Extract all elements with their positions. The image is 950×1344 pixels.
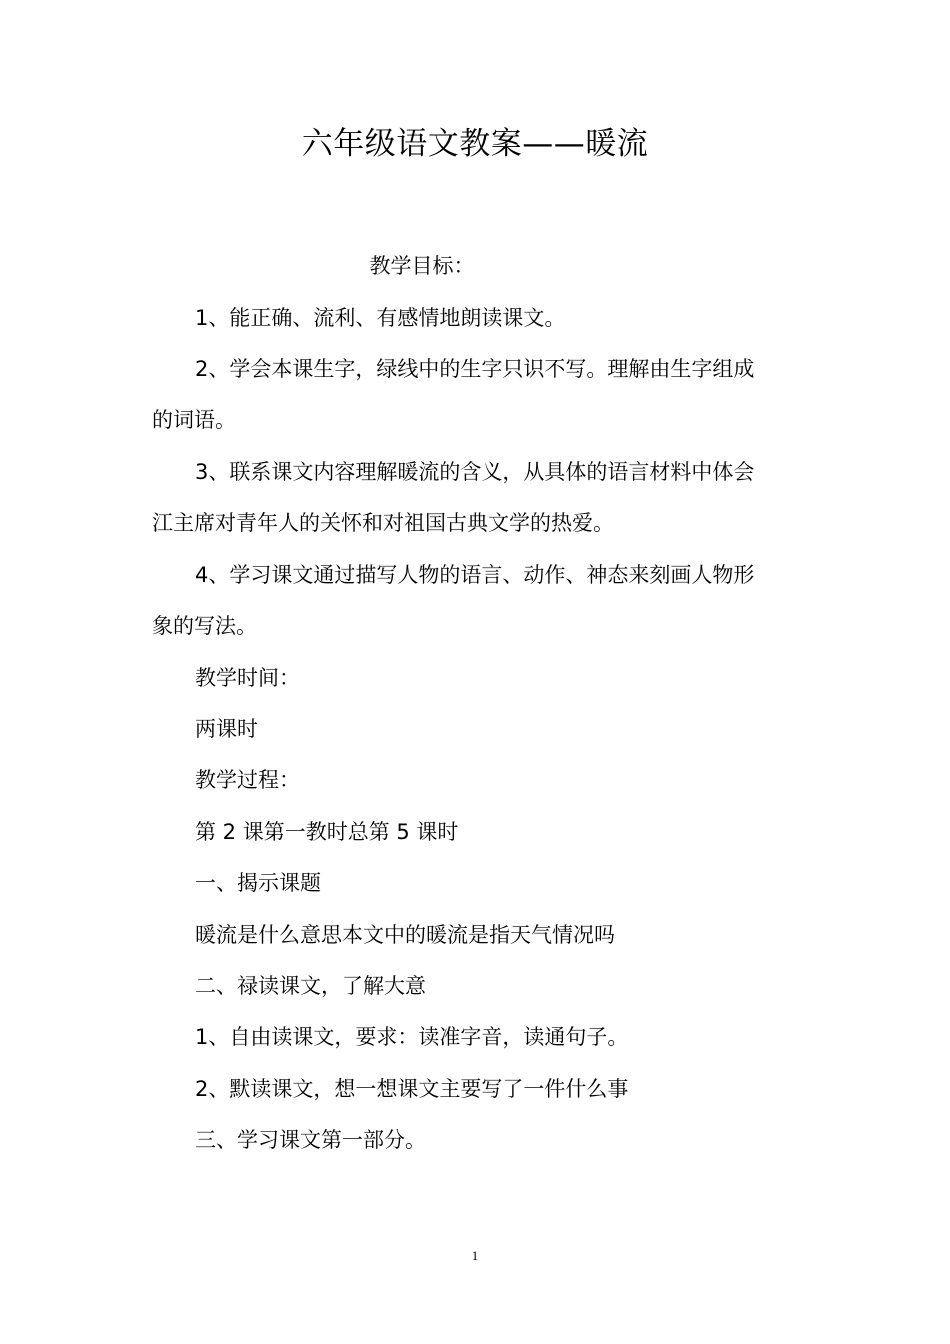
objective-2-line-2: 的词语。	[152, 408, 236, 432]
step-1-heading: 一、揭示课题	[195, 871, 321, 895]
lesson-period-line: 第 2 课第一教时总第 5 课时	[195, 820, 459, 844]
section-heading-time: 教学时间：	[195, 666, 300, 690]
objective-3-line-1: 3、联系课文内容理解暖流的含义，从具体的语言材料中体会	[195, 460, 755, 484]
section-heading-objectives: 教学目标：	[369, 254, 475, 278]
objective-4-line-2: 象的写法。	[152, 614, 257, 638]
document-title: 六年级语文教案——暖流	[301, 126, 649, 162]
teaching-time-value: 两课时	[195, 717, 258, 741]
step-2-heading: 二、禄读课文，了解大意	[195, 974, 426, 998]
objective-2-line-1: 2、学会本课生字，绿线中的生字只识不写。理解由生字组成	[195, 357, 755, 381]
step-2-item-2: 2、默读课文，想一想课文主要写了一件什么事	[195, 1077, 629, 1101]
section-heading-process: 教学过程：	[195, 768, 300, 792]
objective-3-line-2: 江主席对青年人的关怀和对祖国古典文学的热爱。	[152, 511, 614, 535]
step-1-question: 暖流是什么意思本文中的暖流是指天气情况吗	[195, 923, 615, 947]
step-2-item-1: 1、自由读课文，要求：读准字音，读通句子。	[195, 1025, 629, 1049]
objective-1: 1、能正确、流利、有感情地朗读课文。	[195, 306, 566, 330]
objective-4-line-1: 4、学习课文通过描写人物的语言、动作、神态来刻画人物形	[195, 563, 755, 587]
page-number: 1	[471, 1248, 479, 1263]
step-3-heading: 三、学习课文第一部分。	[195, 1128, 426, 1152]
